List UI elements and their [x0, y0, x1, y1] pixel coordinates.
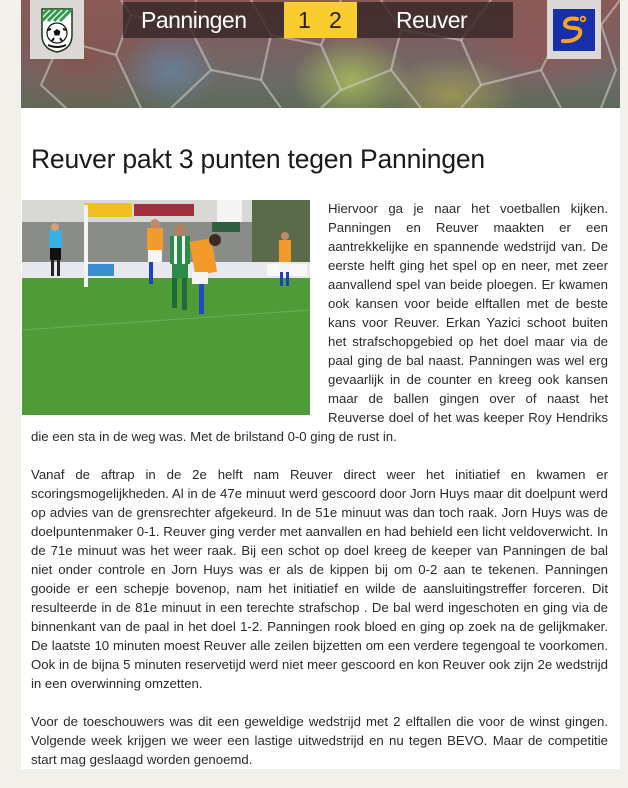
reuver-club-logo-icon — [553, 9, 595, 51]
away-team-name: Reuver — [396, 7, 468, 33]
page-content — [21, 0, 620, 769]
match-header-banner — [21, 0, 620, 108]
article-title: Reuver pakt 3 punten tegen Panningen — [31, 144, 485, 174]
away-score: 2 — [329, 7, 342, 33]
article-paragraph: Voor de toeschouwers was dit een geweldige wedstrijd met 2 elftallen die voor de winst gingen. Volgende week krijgen we weer een lastige uitwedstrijd en nu tegen BEVO. Maar de competitie start mag geslaagd worden genoemd. — [31, 714, 608, 767]
away-team-logo — [547, 0, 601, 59]
score-box — [284, 2, 357, 38]
home-score: 1 — [298, 7, 311, 33]
article-paragraph: Hiervoor ga je naar het voetballen kijken. Panningen en Reuver maakten er een aantrekkelijke en spannende wedstrijd van. De eerste helft ging het spel op en neer, met zeer aanvallend spel van beide ploegen. Er kwamen ook kansen voor beide elftallen met de beste kans voor Reuver. Erkan Yazici schoot buiten het strafschopgebied op het doel maar via de paal ging de bal naast. Panningen was wel erg gevaarlijk in de counter en kreeg ook kansen maar de ballen gingen over of naast het Reuverse doel of het was keeper Roy Hendriks die een sta in de weg was. Met de brilstand 0-0 ging de rust in. — [31, 201, 608, 444]
article-paragraph: Vanaf de aftrap in de 2e helft nam Reuver direct weer het initiatief en kwamen er scoringsmogelijkheden. Al in de 47e minuut werd gescoord door Jorn Huys maar dit doelpunt werd op advies van de grensrechter afgekeurd. In de 51e minuut was dan toch raak. Jorn Huys was de doelpuntenmaker 0-1. Reuver ging verder met aanvallen en had behield een licht veldoverwicht. In de 71e minuut was het weer raak. Bij een schot op doel kreeg de keeper van Panningen de bal niet onder controle en Jorn Huys was er als de kippen bij om 0-2 aan te tekenen. Panningen gooide er een schepje bovenop, nam het initiatief en wilde de aansluitingstreffer forceren. Dit resulteerde in de 81e minuut in een terechte strafschop . De bal werd ingeschoten en ging via de binnenkant van de paal in het doel 1-2. Panningen rook bloed en ging op zoek na de gelijkmaker. De laatste 10 minuten moest Reuver alle zeilen bijzetten om een verdere tegengoal te voorkomen. Ook in de bijna 5 minuten reservetijd werd niet meer gescoord en kon Reuver ook zijn 2e wedstrijd in een overwinning omzetten. — [31, 467, 608, 691]
photo-float-spacer — [31, 199, 328, 419]
scoreboard — [123, 2, 513, 38]
article-body — [31, 199, 608, 788]
panningen-club-crest-icon — [40, 7, 74, 53]
home-team-name: Panningen — [141, 7, 247, 33]
home-team-logo — [30, 0, 84, 59]
